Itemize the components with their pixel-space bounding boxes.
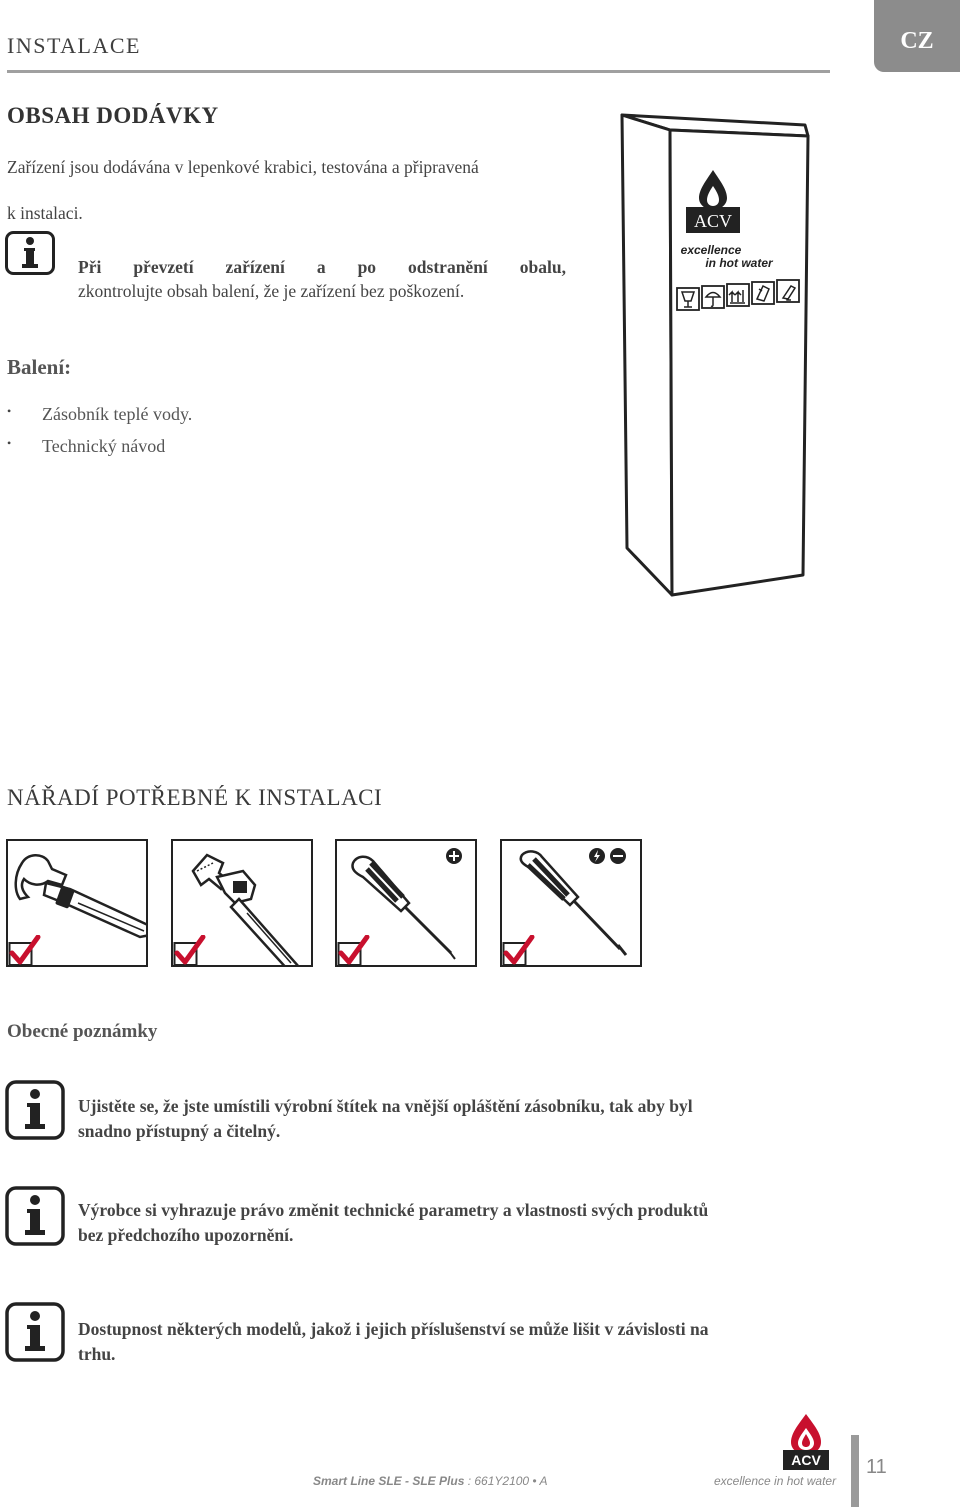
packaging-box-illustration [615,108,815,607]
language-tab: CZ [874,0,960,72]
packing-label: Balení: [7,355,72,379]
delivery-intro [7,144,479,236]
box-slogan-line1: excellence [680,243,742,257]
plus-icon [445,847,463,865]
delivery-intro-line1: Zařízení jsou dodávána v lepenkové krabici, testována a připravená [7,157,479,177]
tool-card [6,839,148,967]
tools-heading: NÁŘADÍ POTŘEBNÉ K INSTALACI [7,785,383,810]
general-notes-heading: Obecné poznámky [7,1021,158,1042]
general-note-3 [78,1317,709,1367]
packing-list [7,404,192,468]
delivery-heading: OBSAH DODÁVKY [7,103,219,128]
tool-card [500,839,642,967]
box-slogan-line2: in hot water [705,256,773,270]
info-icon [5,1302,65,1366]
footer-brand: ACV [791,1452,821,1468]
general-note-1-line1: Ujistěte se, že jste umístili výrobní štítek na vnější opláštění zásobníku, tak aby byl [78,1096,693,1116]
footer-slogan: excellence in hot water [714,1474,837,1488]
title-rule [7,70,830,73]
info-icon [5,1186,65,1250]
page-number: 11 [866,1456,887,1478]
acv-logo [781,1412,831,1474]
general-note-2 [78,1198,708,1248]
general-note-2-line1: Výrobce si vyhrazuje právo změnit technické parametry a vlastnosti svých produktů [78,1200,709,1220]
tool-card [171,839,313,967]
info-icon [5,231,55,279]
general-note-2-line2: bez předchozího upozornění. [78,1225,294,1245]
footer-product-code: : 661Y2100 • A [464,1474,548,1488]
general-note-3-line2: trhu. [78,1344,116,1364]
checkmark-icon [173,935,209,967]
box-brand: ACV [693,211,733,231]
general-note-3-line1: Dostupnost některých modelů, jakož i jejich příslušenství se může lišit v závislosti na [78,1319,709,1339]
list-item: • Technický návod [7,436,192,468]
delivery-intro-line2: k instalaci. [7,203,83,223]
checkmark-icon [8,935,44,967]
list-item: • Zásobník teplé vody. [7,404,192,436]
delivery-note-line2: zkontrolujte obsah balení, že je zařízení bez poškození. [78,281,465,301]
footer-product [313,1474,548,1488]
tool-card [335,839,477,967]
checkmark-icon [502,935,538,967]
voltage-minus-icon [588,847,628,865]
page-number-bar [851,1435,859,1507]
general-note-1 [78,1094,693,1144]
general-note-1-line2: snadno přístupný a čitelný. [78,1121,281,1141]
checkmark-icon [337,935,373,967]
delivery-note-line1: Při převzetí zařízení a po odstranění obalu, [78,257,566,277]
info-icon [5,1080,65,1144]
footer-product-name: Smart Line SLE - SLE Plus [313,1474,465,1488]
section-title: INSTALACE [7,33,141,58]
